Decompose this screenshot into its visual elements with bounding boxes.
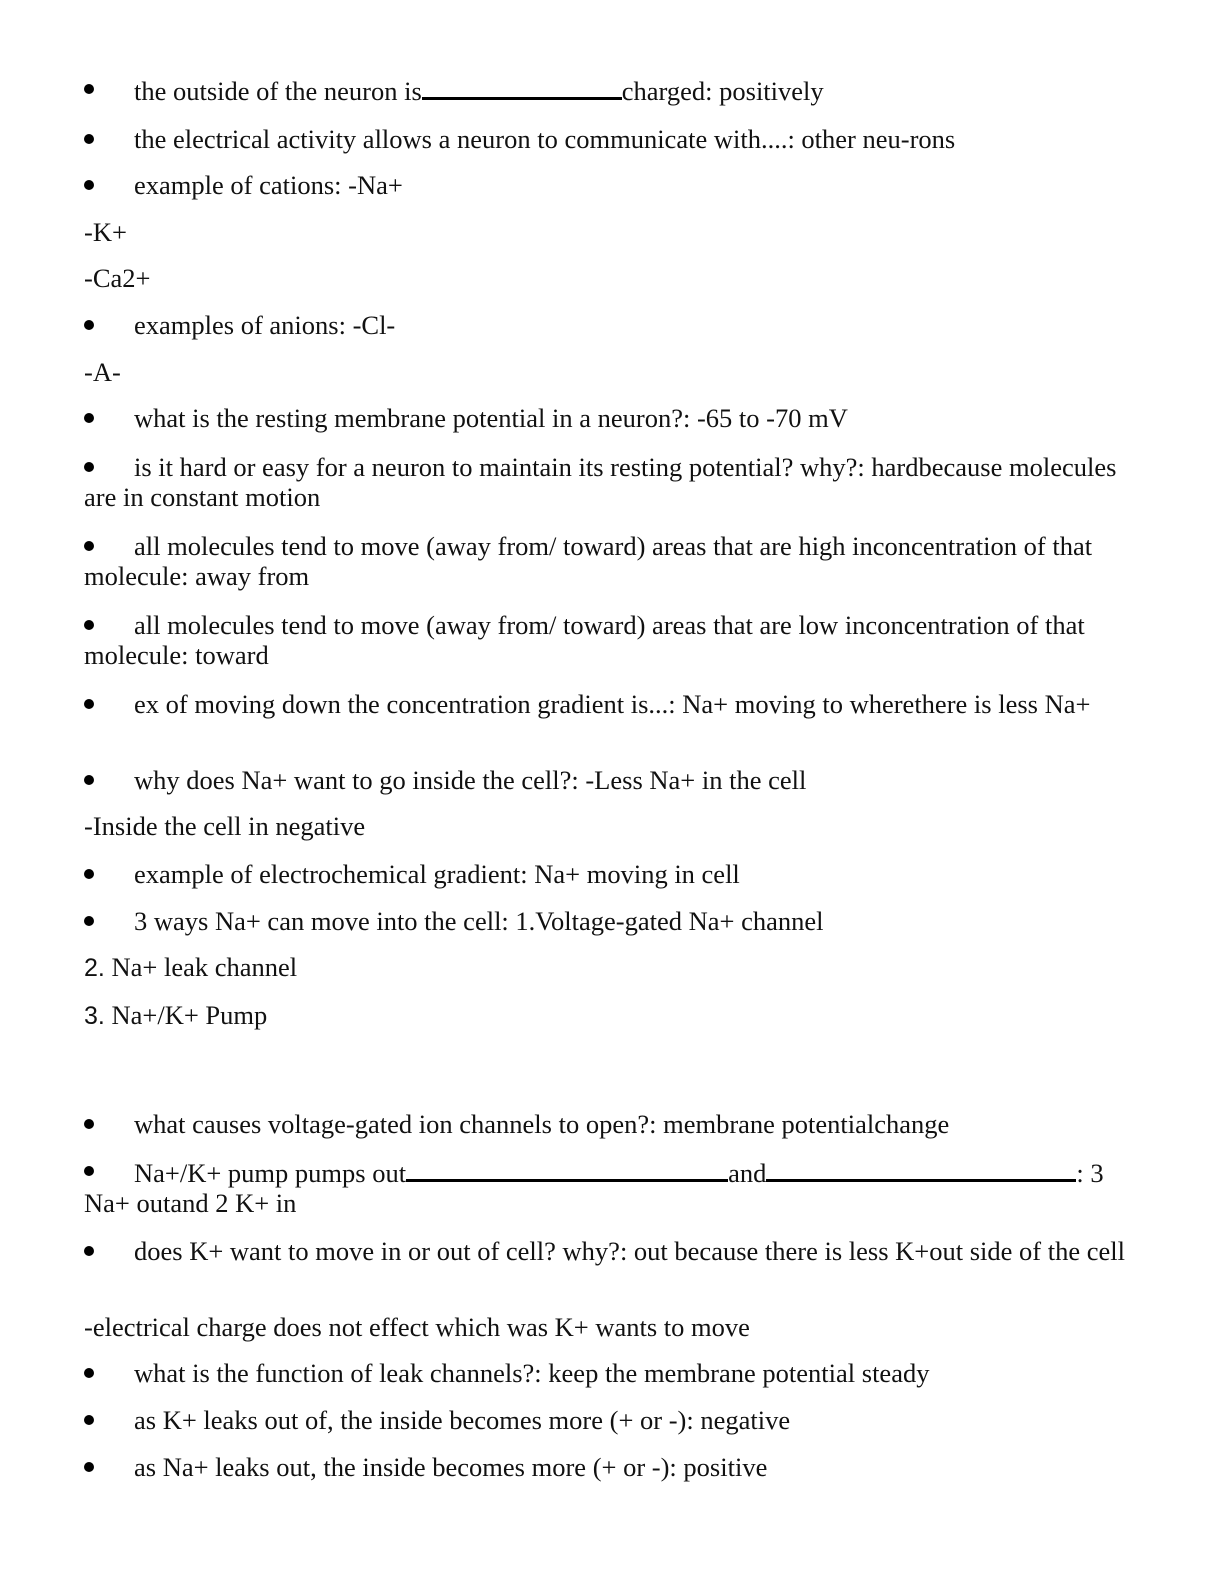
list-item: does K+ want to move in or out of cell? why?: out because there is less K+out side of the cell [134, 1236, 1125, 1266]
list-item: example of cations: -Na+ [134, 170, 403, 200]
list-item: what is the resting membrane potential in a neuron?: -65 to -70 mV [134, 403, 848, 433]
list-continuation: -K+ [84, 217, 127, 247]
list-item: what causes voltage-gated ion channels to open?: membrane potentialchange [134, 1109, 950, 1139]
list-continuation: -Ca2+ [84, 263, 151, 293]
list-item: as Na+ leaks out, the inside becomes more (+ or -): positive [134, 1452, 768, 1482]
answer-blank [422, 75, 622, 100]
list-item: the electrical activity allows a neuron to communicate with....: other neu-rons [134, 124, 956, 154]
list-continuation: -electrical charge does not effect which was K+ wants to move [84, 1312, 750, 1342]
list-continuation: Na+ outand 2 K+ in [84, 1188, 297, 1218]
list-item [84, 75, 1134, 106]
list-item: is it hard or easy for a neuron to maintain its resting potential? why?: hardbecause molecules are in constant motion [84, 452, 1117, 512]
numbered-line [84, 1000, 1134, 1031]
item-text: Na+/K+ Pump [104, 1000, 268, 1030]
item-text: : 3 [1076, 1158, 1104, 1188]
item-text: Na+ leak channel [104, 952, 298, 982]
list-item: examples of anions: -Cl- [134, 310, 396, 340]
list-item: 3 ways Na+ can move into the cell: 1.Voltage-gated Na+ channel [134, 906, 824, 936]
list-item: ex of moving down the concentration gradient is...: Na+ moving to wherethere is less Na+ [134, 689, 1091, 719]
item-text: and [728, 1158, 767, 1188]
list-continuation: -A- [84, 357, 121, 387]
list-item: as K+ leaks out of, the inside becomes more (+ or -): negative [134, 1405, 791, 1435]
list-continuation: -Inside the cell in negative [84, 811, 366, 841]
item-text: the outside of the neuron is [134, 76, 422, 106]
item-text: Na+/K+ pump pumps out [134, 1158, 407, 1188]
list-item: example of electrochemical gradient: Na+ moving in cell [134, 859, 740, 889]
list-number: 2. [84, 954, 105, 982]
answer-blank [406, 1157, 728, 1182]
item-text: charged: positively [621, 76, 824, 106]
list-item: what is the function of leak channels?: keep the membrane potential steady [134, 1358, 930, 1388]
answer-blank [766, 1157, 1076, 1182]
list-item: all molecules tend to move (away from/ toward) areas that are high inconcentration of that molecule: away from [84, 531, 1093, 591]
list-item [84, 1157, 1134, 1188]
list-number: 3. [84, 1002, 105, 1030]
numbered-line [84, 952, 1134, 983]
list-item: all molecules tend to move (away from/ toward) areas that are low inconcentration of that molecule: toward [84, 610, 1085, 670]
list-item: why does Na+ want to go inside the cell?: -Less Na+ in the cell [134, 765, 807, 795]
